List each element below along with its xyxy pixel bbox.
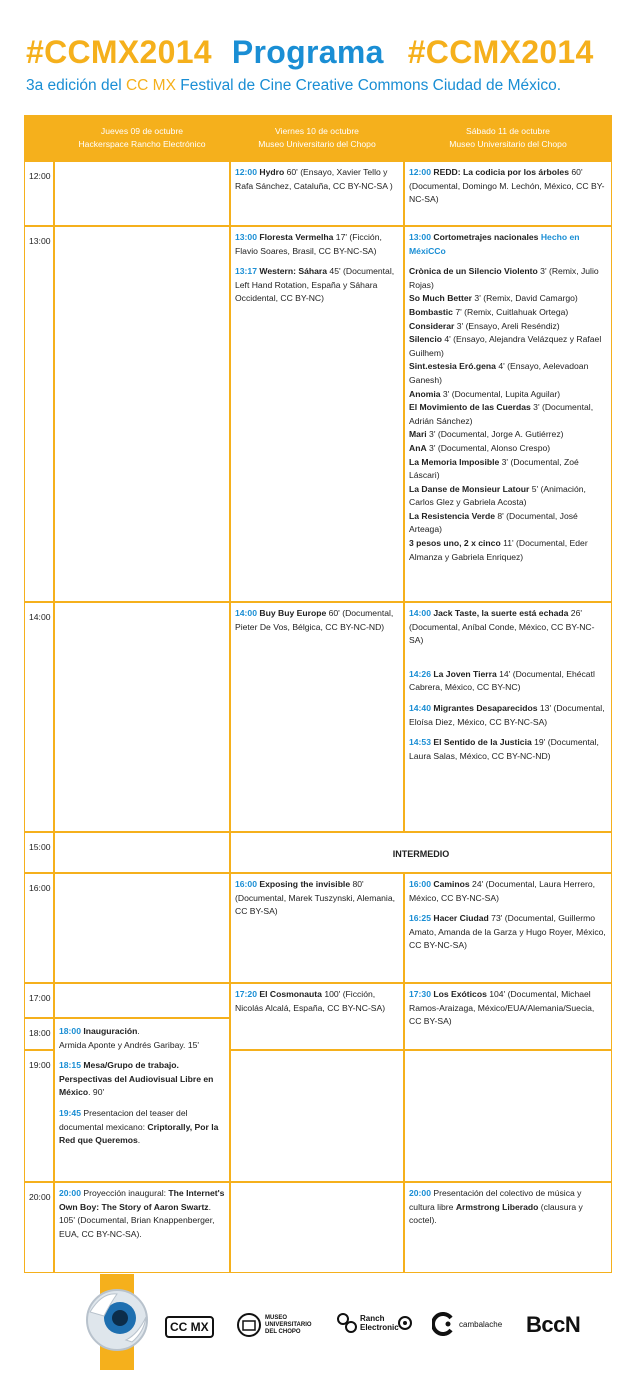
slot-thu-2000: [54, 1182, 230, 1273]
column-venue: Museo Universitario del Chopo: [449, 139, 567, 149]
event-details: 73' (Documental, Guillermo Amato, Amanda de la Garza y Hugo Royer, México, CC BY-NC-SA): [409, 913, 606, 951]
slot-sat-1200: [404, 161, 612, 226]
event-details: 14' (Documental, Ehécatl Cabrera, México, CC BY-NC): [409, 668, 595, 693]
rancho-target-icon: [398, 1316, 412, 1330]
chopo-emblem-icon: [236, 1312, 262, 1338]
event: [235, 265, 399, 306]
slot-sat-2000: [404, 1182, 612, 1273]
slot-sat-1600: [404, 873, 612, 983]
event-title: Cortometrajes nacionales: [433, 232, 539, 242]
programa-title: Programa: [231, 34, 384, 70]
short-film-details: 3' (Documental, Zoé Láscari): [409, 456, 579, 481]
event-details: Armida Aponte y Andrés Garibay. 15': [59, 1039, 200, 1050]
ccmx-logo: [165, 1316, 214, 1338]
event-title: Migrantes Desaparecidos: [433, 702, 538, 713]
event-details: .: [137, 1135, 141, 1146]
time-label: 12:00: [24, 161, 54, 226]
short-film-title: So Much Better: [409, 293, 473, 304]
header-time-column: [24, 115, 54, 161]
slot-thu-1800: [54, 1018, 230, 1182]
ccmx-logo-text: CC MX: [165, 1316, 214, 1338]
event-time: 20:00: [59, 1188, 81, 1198]
short-film-item: [409, 483, 607, 510]
time-label: 17:00: [24, 983, 54, 1018]
slot-thu-1700: [54, 983, 230, 1018]
slot-thu-1400: [54, 602, 230, 832]
time-label: 13:00: [24, 226, 54, 602]
event-details: 19' (Documental, Laura Salas, México, CC BY-NC-ND): [409, 737, 599, 761]
time-label: 15:00: [24, 832, 54, 873]
festival-mascot-illustration: [82, 1272, 152, 1372]
subtitle-ccmx: CC MX: [125, 77, 176, 94]
short-film-details: 3' (Documental, Lupita Aguilar): [440, 388, 561, 399]
slot-sat-1400: [404, 602, 612, 832]
hashtag-right: #CCMX2014: [407, 34, 594, 70]
event-time: 14:00: [235, 608, 257, 618]
short-film-title: Mari: [409, 429, 427, 440]
short-film-title: 3 pesos uno, 2 x cinco: [409, 538, 501, 549]
schedule-grid: [24, 115, 612, 1273]
event-details: 100' (Ficción, Nicolás Alcalá, España, CC BY-NC-SA): [235, 989, 386, 1013]
short-film-details: 11' (Documental, Eder Almanza y Gabriela Enriquez): [409, 538, 588, 562]
event-title: El Sentido de la Justicia: [433, 737, 532, 748]
time-label: 16:00: [24, 873, 54, 983]
event-time: 19:45: [59, 1107, 81, 1118]
chopo-logo-text: MUSEO UNIVERSITARIO DEL CHOPO: [265, 1314, 312, 1335]
column-venue: Museo Universitario del Chopo: [258, 139, 376, 149]
short-film-item: [409, 428, 607, 442]
event-details: 104' (Documental, Michael Ramos-Araizaga, México/EUA/Alemania/Suecia, CC BY-SA): [409, 989, 595, 1027]
short-film-details: 3' (Remix, David Camargo): [472, 293, 578, 304]
event-time: 14:26: [409, 668, 431, 679]
short-film-item: [409, 456, 607, 483]
event-title: Mesa/Grupo de trabajo. Perspectivas del Audiovisual Libre en México: [59, 1060, 214, 1098]
short-film-details: 8' (Documental, José Arteaga): [409, 510, 578, 535]
event-time: 16:00: [409, 879, 431, 889]
column-header-saturday: [404, 115, 612, 161]
short-film-title: Considerar: [409, 320, 455, 331]
event-details: 60' (Documental, Domingo M. Lechón, México, CC BY-NC-SA): [409, 167, 605, 205]
time-label: 20:00: [24, 1182, 54, 1273]
slot-thu-1500: [54, 832, 230, 873]
cambalache-c-icon: [432, 1312, 456, 1336]
slot-fri-1300: [230, 226, 404, 602]
slot-fri-2000: [230, 1182, 404, 1273]
short-film-item: [409, 265, 607, 292]
event: [409, 912, 607, 953]
column-day: Sábado 11 de octubre: [466, 126, 550, 136]
short-film-item: [409, 401, 607, 428]
event-details: 24' (Documental, Laura Herrero, México, CC BY-NC-SA): [409, 879, 596, 903]
event-details: 13' (Documental, Eloísa Diez, México, CC BY-NC-SA): [409, 702, 605, 727]
slot-sat-1900: [404, 1050, 612, 1182]
bccn-logo: [526, 1312, 580, 1338]
short-film-item: [409, 320, 607, 334]
rancho-gear-icon: [336, 1312, 358, 1334]
event-details: 60' (Documental, Pieter De Vos, Bélgica, CC BY-NC-ND): [235, 608, 394, 632]
hashtag-left: #CCMX2014: [26, 34, 212, 70]
event-time: 17:20: [235, 989, 257, 999]
time-label: 19:00: [24, 1050, 54, 1182]
short-film-details: 3' (Remix, Julio Rojas): [409, 266, 599, 290]
slot-sat-1730: [404, 983, 612, 1050]
short-film-details: 5' (Animación, Carlos Glez y Gabriela Acosta): [409, 483, 586, 508]
short-film-title: La Memoria Imposible: [409, 456, 500, 467]
event-title: Inauguración: [83, 1026, 138, 1036]
event-title: REDD: La codicia por los árboles: [433, 167, 569, 177]
event: [409, 736, 607, 763]
event-time: 13:00: [409, 232, 431, 242]
short-film-details: 7' (Remix, Cuitlahuak Ortega): [452, 306, 569, 317]
column-day: Jueves 09 de octubre: [100, 126, 184, 136]
event-highlight: Hecho en MéxiCCo: [409, 232, 580, 256]
bccn-logo-text: BccN: [526, 1312, 581, 1337]
event-title: Armstrong Liberado: [455, 1201, 539, 1212]
event-pre: Presentación del colectivo de música y cultura libre: [409, 1188, 582, 1212]
short-film-details: 4' (Ensayo, Alejandra Velázquez y Rafael Guilhem): [409, 334, 602, 358]
short-film-details: 3' (Documental, Adrián Sánchez): [409, 402, 594, 426]
short-film-details: 3' (Documental, Alonso Crespo): [426, 442, 551, 453]
slot-thu-1600: [54, 873, 230, 983]
event-details: (clausura y coctel).: [409, 1201, 583, 1226]
short-film-title: La Danse de Monsieur Latour: [409, 483, 530, 494]
event: [409, 231, 607, 258]
event-title: The Internet's Own Boy: The Story of Aaron Swartz: [59, 1188, 225, 1212]
short-film-title: Silencio: [409, 334, 442, 345]
subtitle-post: Festival de Cine Creative Commons Ciudad de México.: [175, 77, 561, 94]
time-label: 18:00: [24, 1018, 54, 1050]
event-time: 17:30: [409, 989, 431, 999]
short-film-title: AnA: [409, 442, 427, 453]
event-time: 16:25: [409, 913, 431, 924]
short-film-item: [409, 306, 607, 320]
event-time: 14:00: [409, 608, 431, 618]
cambalache-logo: [432, 1312, 502, 1336]
event: [59, 1059, 225, 1100]
sponsor-footer: [0, 1272, 638, 1382]
event-time: 13:00: [235, 232, 257, 242]
rancho-electronico-logo: [336, 1312, 412, 1334]
slot-fri-1600: [230, 873, 404, 983]
time-label: 14:00: [24, 602, 54, 832]
short-film-title: Anomia: [409, 388, 441, 399]
short-film-title: Sint.estesia Eró.gena: [409, 361, 496, 372]
event-pre: Proyección inaugural:: [80, 1188, 169, 1198]
intermission: INTERMEDIO: [230, 832, 612, 873]
rancho-logo-text: Ranch Electronic: [360, 1314, 399, 1332]
slot-thu-1200: [54, 161, 230, 226]
event-time: 18:00: [59, 1026, 81, 1036]
event-title: Buy Buy Europe: [259, 608, 327, 618]
event-details: 80' (Documental, Marek Tuszynski, Alemania, CC BY-SA): [235, 879, 395, 917]
short-film-title: Crònica de un Silencio Violento: [409, 266, 538, 277]
short-film-details: 4' (Ensayo, Aelevadoan Ganesh): [409, 361, 589, 385]
event-time: 14:53: [409, 737, 431, 748]
column-venue: Hackerspace Rancho Electrónico: [78, 139, 206, 149]
subtitle-pre: 3a edición del: [26, 77, 126, 94]
event-title: Exposing the invisible: [259, 879, 351, 889]
slot-fri-1720: [230, 983, 404, 1050]
event: [409, 668, 607, 695]
short-film-details: 3' (Ensayo, Areli Reséndiz): [454, 320, 560, 331]
event-details: 60' (Ensayo, Xavier Tello y Rafa Sánchez, Cataluña, CC BY-NC-SA ): [235, 167, 393, 191]
event-title: Western: Sáhara: [259, 266, 328, 277]
short-film-item: [409, 333, 607, 360]
event-time: 13:17: [235, 266, 257, 277]
event: [235, 231, 399, 258]
event: [409, 702, 607, 729]
slot-fri-1400: [230, 602, 404, 832]
event-time: 20:00: [409, 1188, 431, 1198]
chopo-logo: [236, 1312, 311, 1338]
short-film-item: [409, 292, 607, 306]
cambalache-logo-text: cambalache: [459, 1319, 503, 1329]
event: [409, 878, 607, 905]
event-title: Jack Taste, la suerte está echada: [433, 608, 569, 618]
event-title: El Cosmonauta: [259, 989, 322, 999]
event-details: 26' (Documental, Aníbal Conde, México, CC BY-NC-SA): [409, 608, 595, 646]
event-title: Hacer Ciudad: [433, 913, 489, 924]
event-title: Criptorally, Por la Red que Queremos: [59, 1121, 219, 1146]
event-details: 17' (Ficción, Flavio Soares, Brasil, CC BY-NC-SA): [235, 232, 382, 256]
event: 18:00 Inauguración. Armida Aponte y Andrés Garibay. 15': [59, 1025, 225, 1052]
event-details: . 90': [88, 1087, 105, 1098]
slot-fri-1900: [230, 1050, 404, 1182]
event-time: 12:00: [409, 167, 431, 177]
slot-fri-1200: [230, 161, 404, 226]
event: [409, 607, 607, 648]
column-header-friday: [230, 115, 404, 161]
column-header-thursday: [54, 115, 230, 161]
event-title: Hydro: [259, 167, 285, 177]
short-film-item: [409, 510, 607, 537]
column-day: Viernes 10 de octubre: [275, 126, 359, 136]
short-film-item: [409, 388, 607, 402]
page-title: [26, 34, 626, 71]
event-time: 12:00: [235, 167, 257, 177]
short-film-item: [409, 442, 607, 456]
event-title: Caminos: [433, 879, 470, 889]
event-title: Floresta Vermelha: [259, 232, 334, 242]
short-film-details: 3' (Documental, Jorge A. Gutiérrez): [426, 429, 564, 440]
slot-thu-1300: [54, 226, 230, 602]
page-header: [26, 34, 626, 95]
event-details: . 105' (Documental, Brian Knappenberger, EUA, CC BY-NC-SA).: [59, 1201, 215, 1239]
event: [59, 1107, 225, 1148]
event-title: Los Exóticos: [433, 989, 487, 999]
slot-sat-1300: [404, 226, 612, 602]
event-time: 16:00: [235, 879, 257, 889]
event-details: 45' (Documental, Left Hand Rotation, España y Sáhara Occidental, CC BY-NC): [235, 266, 395, 304]
short-film-title: La Resistencia Verde: [409, 510, 495, 521]
shorts-list: [409, 265, 607, 564]
short-film-title: El Movimiento de las Cuerdas: [409, 402, 531, 413]
event-time: 14:40: [409, 702, 431, 713]
short-film-item: [409, 537, 607, 564]
short-film-item: [409, 360, 607, 387]
event-time: 18:15: [59, 1060, 81, 1071]
short-film-title: Bombastic: [409, 306, 453, 317]
festival-subtitle: [26, 77, 626, 95]
event-pre: Presentacion del teaser del documental mexicano:: [59, 1107, 188, 1132]
event-title: La Joven Tierra: [433, 668, 497, 679]
